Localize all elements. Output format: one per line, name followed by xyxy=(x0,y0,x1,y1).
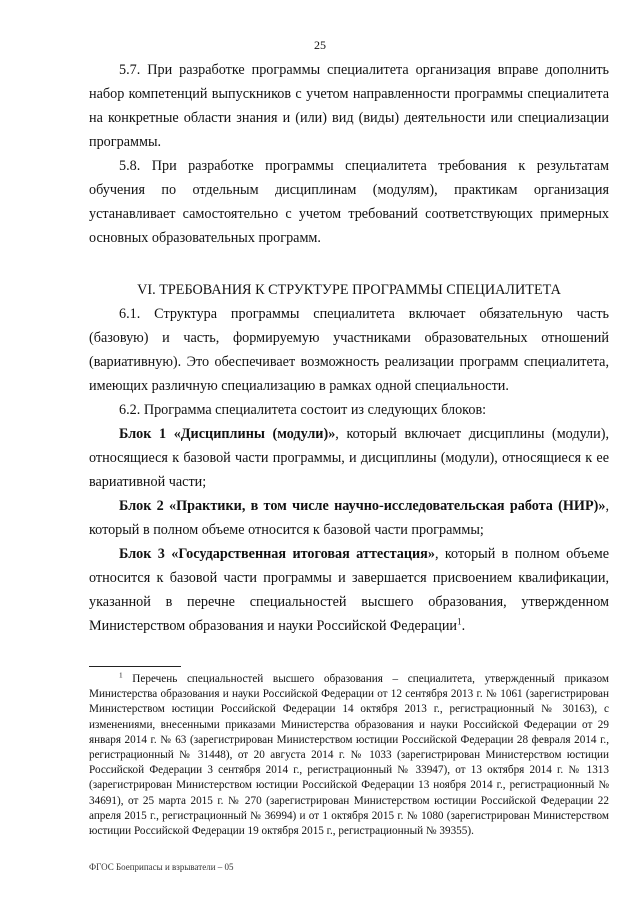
block-1-text: , который включает дисциплины (модули), относящиеся к базовой части программы, и дисциплины (модули), относящиеся к ее вариативной части; xyxy=(89,426,609,490)
block-2-paragraph xyxy=(89,494,609,542)
block-2-title: Блок 2 «Практики, в том числе научно-исследовательская работа (НИР)» xyxy=(119,498,606,514)
block-1-title: Блок 1 «Дисциплины (модули)» xyxy=(119,426,336,442)
page-footer: ФГОС Боеприпасы и взрыватели – 05 xyxy=(89,862,234,872)
footnote-marker: 1 xyxy=(119,671,123,680)
footnote-reference[interactable]: 1 xyxy=(457,616,462,627)
paragraph-6-1: 6.1. Структура программы специалитета включает обязательную часть (базовую) и часть, формируемую участниками образовательных отношений (вариативную). Это обеспечивает возможность реализации программ специалитета, имеющих различную специализацию в рамках одной специальности. xyxy=(89,306,609,394)
block-3-text: , который в полном объеме относится к базовой части программы и завершается присвоением квалификации, указанной в перечне специальностей высшего образования, утвержденном Министерством образования и науки Российской Федерации xyxy=(89,546,609,634)
block-2-text: , который в полном объеме относится к базовой части программы; xyxy=(89,498,609,538)
footnote xyxy=(89,672,609,839)
block-3-title: Блок 3 «Государственная итоговая аттестация» xyxy=(119,546,435,562)
paragraph-5-8: 5.8. При разработке программы специалитета требования к результатам обучения по отдельным дисциплинам (модулям), практикам организация устанавливает самостоятельно с учетом требований соответствующих примерных основных образовательных программ. xyxy=(89,158,609,246)
block-3-paragraph xyxy=(89,542,609,638)
paragraph-5-7: 5.7. При разработке программы специалитета организация вправе дополнить набор компетенций выпускников с учетом направленности программы специалитета на конкретные области знания и (или) вид (виды) деятельности или специализации программы. xyxy=(89,62,609,150)
section-title: VI. ТРЕБОВАНИЯ К СТРУКТУРЕ ПРОГРАММЫ СПЕЦИАЛИТЕТА xyxy=(137,282,561,298)
block-3-end: . xyxy=(461,618,466,634)
footnote-divider xyxy=(89,666,181,667)
footnote-text: Перечень специальностей высшего образования – специалитета, утвержденный приказом Министерства образования и науки Российской Федерации от 12 сентября 2013 г. № 1061 (зарегистрирован Министерством юстиции Российской Федерации 14 октября 2013 г., регистрационный № 30163), с изменениями, внесенными приказами Министерства образования и науки Российской Федерации от 29 января 2014 г. № 63 (зарегистрирован Министерством юстиции Российской Федерации 28 февраля 2014 г., регистрационный № 31448), от 20 августа 2014 г. № 1033 (зарегистрирован Министерством юстиции Российской Федерации 3 сентября 2014 г., регистрационный № 33947), от 13 октября 2014 г. № 1313 (зарегистрирован Министерством юстиции Российской Федерации 13 ноября 2014 г., регистрационный № 34691), от 25 марта 2015 г. № 270 (зарегистрирован Министерством юстиции Российской Федерации 22 апреля 2015 г., регистрационный № 36994) и от 1 октября 2015 г. № 1080 (зарегистрирован Министерством юстиции Российской Федерации 19 октября 2015 г., регистрационный № 39355). xyxy=(89,673,609,838)
document-body xyxy=(89,58,609,638)
page-number: 25 xyxy=(314,38,326,52)
paragraph-6-2: 6.2. Программа специалитета состоит из следующих блоков: xyxy=(119,402,487,418)
block-1-paragraph xyxy=(89,422,609,494)
